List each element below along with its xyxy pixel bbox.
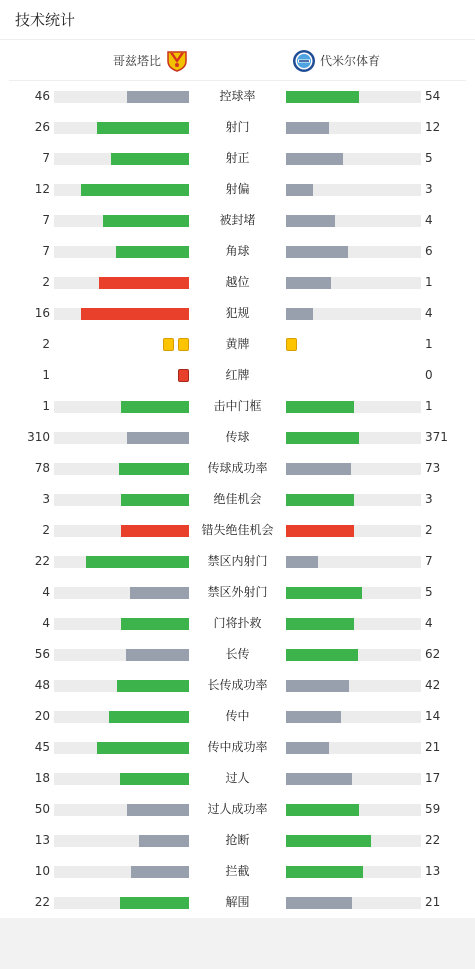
away-value: 3	[425, 182, 433, 196]
stat-label: 射偏	[225, 182, 250, 196]
away-bar	[286, 463, 421, 475]
away-bar-fill	[286, 401, 354, 413]
away-bar-fill	[286, 308, 313, 320]
stat-label: 传中	[225, 709, 250, 723]
away-value: 4	[425, 306, 433, 320]
home-team-name: 哥兹塔比	[112, 54, 161, 68]
home-bar	[54, 804, 189, 816]
home-bar-fill	[121, 401, 189, 413]
away-value: 21	[425, 740, 441, 754]
away-bar	[286, 556, 421, 568]
away-bar-fill	[286, 122, 329, 134]
home-bar	[54, 649, 189, 661]
home-bar-fill	[121, 494, 189, 506]
home-bar	[54, 556, 189, 568]
stat-label: 越位	[225, 275, 250, 289]
stat-label: 长传成功率	[207, 678, 268, 692]
away-bar-fill	[286, 804, 359, 816]
red-card-icon	[178, 369, 189, 382]
stat-row[interactable]	[0, 422, 475, 453]
away-value: 4	[425, 616, 433, 630]
away-bar-fill	[286, 91, 359, 103]
home-bar	[54, 463, 189, 475]
stat-row[interactable]	[0, 794, 475, 825]
away-bar	[286, 153, 421, 165]
home-bar-fill	[130, 587, 189, 599]
home-value: 78	[34, 461, 50, 475]
stats-list	[0, 81, 475, 918]
stat-row[interactable]	[0, 639, 475, 670]
home-bar	[54, 246, 189, 258]
away-bar	[286, 649, 421, 661]
stat-row[interactable]	[0, 825, 475, 856]
stat-row[interactable]	[0, 174, 475, 205]
away-bar-fill	[286, 556, 318, 568]
home-bar-fill	[127, 432, 189, 444]
stat-row[interactable]	[0, 732, 475, 763]
home-value: 26	[34, 120, 50, 134]
away-bar-fill	[286, 246, 348, 258]
away-bar-fill	[286, 432, 359, 444]
home-value: 4	[42, 585, 50, 599]
stat-row[interactable]	[0, 112, 475, 143]
away-value: 3	[425, 492, 433, 506]
home-value: 4	[42, 616, 50, 630]
home-value: 7	[42, 213, 50, 227]
stat-label: 拦截	[225, 864, 250, 878]
stat-label: 射正	[225, 151, 250, 165]
home-value: 2	[42, 337, 50, 351]
home-bar-fill	[120, 897, 189, 909]
away-bar-fill	[286, 618, 354, 630]
away-bar	[286, 587, 421, 599]
stat-row[interactable]	[0, 515, 475, 546]
home-bar	[54, 618, 189, 630]
stat-row[interactable]	[0, 887, 475, 918]
away-bar	[286, 525, 421, 537]
stat-row[interactable]	[0, 484, 475, 515]
away-value: 14	[425, 709, 441, 723]
away-value: 5	[425, 585, 433, 599]
home-cards	[163, 338, 189, 351]
away-bar-fill	[286, 184, 313, 196]
away-value: 73	[425, 461, 441, 475]
away-bar	[286, 184, 421, 196]
home-bar-fill	[97, 742, 189, 754]
away-bar-fill	[286, 215, 335, 227]
stat-label: 过人成功率	[207, 802, 268, 816]
stat-label: 传球	[225, 430, 250, 444]
home-value: 2	[42, 275, 50, 289]
home-value: 10	[34, 864, 50, 878]
away-bar	[286, 866, 421, 878]
home-value: 45	[34, 740, 50, 754]
home-bar	[54, 587, 189, 599]
stat-label: 黄牌	[225, 337, 250, 351]
home-bar	[54, 277, 189, 289]
away-bar-fill	[286, 494, 354, 506]
stat-label: 长传	[225, 647, 250, 661]
away-bar-fill	[286, 835, 371, 847]
stat-row[interactable]	[0, 763, 475, 794]
yellow-card-icon	[163, 338, 174, 351]
home-bar	[54, 773, 189, 785]
home-bar-fill	[131, 866, 189, 878]
home-bar-fill	[103, 215, 189, 227]
home-bar	[54, 680, 189, 692]
away-bar	[286, 618, 421, 630]
away-cards	[286, 338, 297, 351]
away-bar	[286, 246, 421, 258]
stat-row[interactable]	[0, 670, 475, 701]
home-bar-fill	[86, 556, 189, 568]
home-team[interactable]	[113, 40, 189, 81]
stat-row[interactable]	[0, 329, 475, 360]
away-bar	[286, 680, 421, 692]
home-bar-fill	[109, 711, 189, 723]
stat-label: 犯规	[225, 306, 250, 320]
stat-label: 门将扑救	[213, 616, 262, 630]
home-bar-fill	[126, 649, 189, 661]
away-value: 6	[425, 244, 433, 258]
demirspor-crest-icon	[292, 49, 316, 73]
away-value: 1	[425, 275, 433, 289]
stat-row[interactable]	[0, 298, 475, 329]
home-bar-fill	[97, 122, 189, 134]
home-bar	[54, 866, 189, 878]
home-value: 7	[42, 151, 50, 165]
home-bar-fill	[127, 804, 189, 816]
away-bar	[286, 432, 421, 444]
stat-label: 解围	[225, 895, 250, 909]
home-value: 3	[42, 492, 50, 506]
home-bar-fill	[81, 308, 189, 320]
home-value: 310	[27, 430, 50, 444]
home-value: 48	[34, 678, 50, 692]
home-value: 18	[34, 771, 50, 785]
stat-row[interactable]	[0, 236, 475, 267]
home-bar	[54, 184, 189, 196]
away-value: 0	[425, 368, 433, 382]
away-value: 5	[425, 151, 433, 165]
away-bar	[286, 835, 421, 847]
away-bar-fill	[286, 711, 341, 723]
away-value: 21	[425, 895, 441, 909]
away-bar	[286, 215, 421, 227]
home-bar	[54, 215, 189, 227]
home-bar-fill	[81, 184, 189, 196]
away-value: 42	[425, 678, 441, 692]
home-bar-fill	[116, 246, 189, 258]
away-bar-fill	[286, 866, 363, 878]
away-bar-fill	[286, 742, 329, 754]
stat-row[interactable]	[0, 577, 475, 608]
yellow-card-icon	[178, 338, 189, 351]
stat-row[interactable]	[0, 856, 475, 887]
away-bar-fill	[286, 773, 352, 785]
stat-label: 禁区外射门	[207, 585, 268, 599]
home-value: 50	[34, 802, 50, 816]
home-value: 56	[34, 647, 50, 661]
home-value: 22	[34, 554, 50, 568]
home-value: 12	[34, 182, 50, 196]
home-bar	[54, 401, 189, 413]
home-bar	[54, 897, 189, 909]
away-value: 371	[425, 430, 448, 444]
stat-label: 红牌	[225, 368, 250, 382]
home-bar	[54, 432, 189, 444]
away-value: 22	[425, 833, 441, 847]
home-bar-fill	[121, 618, 189, 630]
stat-label: 抢断	[225, 833, 250, 847]
away-bar	[286, 494, 421, 506]
away-value: 1	[425, 337, 433, 351]
stat-label: 射门	[225, 120, 250, 134]
away-bar	[286, 711, 421, 723]
away-bar	[286, 804, 421, 816]
teams-bar	[9, 40, 466, 81]
home-bar-fill	[111, 153, 189, 165]
away-bar-fill	[286, 680, 349, 692]
away-bar	[286, 773, 421, 785]
home-bar	[54, 308, 189, 320]
stat-row[interactable]	[0, 608, 475, 639]
stat-label: 错失绝佳机会	[201, 523, 274, 537]
stat-label: 传中成功率	[207, 740, 268, 754]
away-bar-fill	[286, 587, 362, 599]
home-value: 13	[34, 833, 50, 847]
home-bar	[54, 494, 189, 506]
away-bar	[286, 897, 421, 909]
stat-row[interactable]	[0, 267, 475, 298]
away-bar-fill	[286, 463, 351, 475]
home-bar	[54, 153, 189, 165]
home-value: 16	[34, 306, 50, 320]
away-bar	[286, 401, 421, 413]
home-bar-fill	[119, 463, 189, 475]
home-bar	[54, 91, 189, 103]
away-value: 62	[425, 647, 441, 661]
away-value: 7	[425, 554, 433, 568]
home-bar	[54, 742, 189, 754]
away-bar	[286, 91, 421, 103]
home-value: 22	[34, 895, 50, 909]
stat-label: 绝佳机会	[213, 492, 262, 506]
away-bar-fill	[286, 153, 343, 165]
away-bar-fill	[286, 525, 354, 537]
stat-row[interactable]	[0, 81, 475, 112]
away-bar	[286, 308, 421, 320]
away-bar-fill	[286, 897, 352, 909]
stat-label: 角球	[225, 244, 250, 258]
away-team-name: 代米尔体育	[320, 54, 381, 68]
stat-label: 传球成功率	[207, 461, 268, 475]
away-value: 4	[425, 213, 433, 227]
away-value: 17	[425, 771, 441, 785]
away-value: 54	[425, 89, 441, 103]
stat-row[interactable]	[0, 391, 475, 422]
away-value: 2	[425, 523, 433, 537]
home-cards	[178, 369, 189, 382]
home-bar	[54, 122, 189, 134]
stat-row[interactable]	[0, 453, 475, 484]
home-value: 20	[34, 709, 50, 723]
stat-row[interactable]	[0, 360, 475, 391]
away-bar-fill	[286, 649, 358, 661]
stat-label: 禁区内射门	[207, 554, 268, 568]
away-team[interactable]	[292, 40, 380, 81]
stat-row[interactable]	[0, 205, 475, 236]
home-bar	[54, 835, 189, 847]
home-bar	[54, 711, 189, 723]
stat-row[interactable]	[0, 701, 475, 732]
home-bar	[54, 525, 189, 537]
stat-label: 击中门框	[213, 399, 262, 413]
stat-row[interactable]	[0, 546, 475, 577]
page-title: 技术统计	[15, 11, 76, 29]
away-value: 13	[425, 864, 441, 878]
away-value: 12	[425, 120, 441, 134]
home-value: 7	[42, 244, 50, 258]
home-bar-fill	[121, 525, 189, 537]
stat-label: 被封堵	[219, 213, 256, 227]
home-bar-fill	[120, 773, 189, 785]
away-bar	[286, 277, 421, 289]
stat-row[interactable]	[0, 143, 475, 174]
away-value: 59	[425, 802, 441, 816]
home-value: 46	[34, 89, 50, 103]
home-bar-fill	[139, 835, 189, 847]
away-bar	[286, 122, 421, 134]
away-value: 1	[425, 399, 433, 413]
home-bar-fill	[127, 91, 189, 103]
away-bar-fill	[286, 277, 331, 289]
yellow-card-icon	[286, 338, 297, 351]
home-bar-fill	[99, 277, 189, 289]
home-bar-fill	[117, 680, 189, 692]
goztepe-crest-icon	[165, 49, 189, 73]
home-value: 2	[42, 523, 50, 537]
home-value: 1	[42, 399, 50, 413]
stat-label: 控球率	[219, 89, 256, 103]
section-header	[0, 0, 475, 40]
home-value: 1	[42, 368, 50, 382]
away-bar	[286, 742, 421, 754]
stat-label: 过人	[225, 771, 250, 785]
